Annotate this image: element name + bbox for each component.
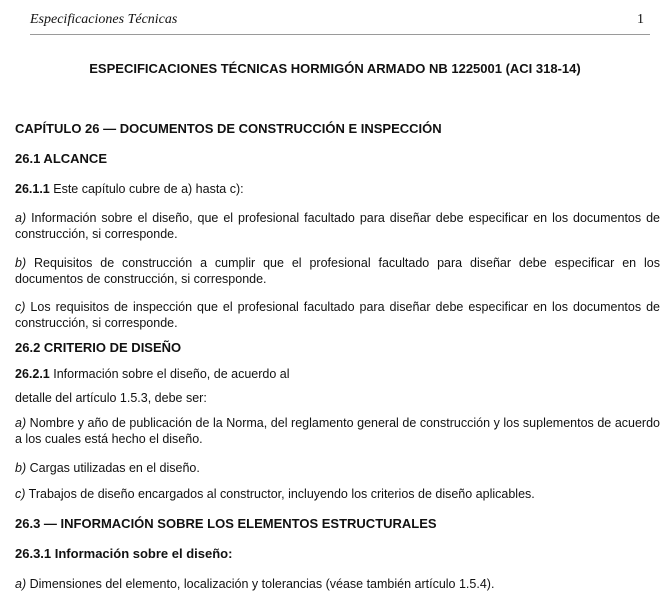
item-letter: b) [15, 256, 27, 270]
item-letter: a) [15, 577, 27, 591]
list-item-26-1-b [15, 255, 660, 287]
list-item-26-2-a [15, 415, 660, 447]
clause-text: Este capítulo cubre de a) hasta c): [49, 182, 244, 196]
list-item-26-3-1-a [15, 576, 660, 592]
paragraph-26-2-1 [15, 366, 660, 382]
list-item-26-1-c [15, 299, 660, 331]
item-letter: c) [15, 300, 26, 314]
item-letter: c) [15, 487, 26, 501]
paragraph-26-1-1 [15, 181, 660, 197]
list-item-26-1-a [15, 210, 660, 242]
document-title: ESPECIFICACIONES TÉCNICAS HORMIGÓN ARMADO NB 1225001 (ACI 318-14) [89, 61, 581, 76]
item-text: Cargas utilizadas en el diseño. [26, 461, 200, 475]
section-heading-26-3: 26.3 — INFORMACIÓN SOBRE LOS ELEMENTOS ESTRUCTURALES [15, 516, 437, 531]
section-heading-26-2: 26.2 CRITERIO DE DISEÑO [15, 340, 182, 355]
list-item-26-2-b [15, 460, 660, 476]
list-item-26-2-c [15, 486, 660, 502]
clause-number: 26.1.1 [15, 182, 50, 196]
item-text: Nombre y año de publicación de la Norma, del reglamento general de construcción y los suplementos de acuerdo a los cuales está hecho el diseño. [15, 416, 660, 446]
item-letter: b) [15, 461, 27, 475]
item-text: Información sobre el diseño, que el profesional facultado para diseñar debe especificar en los documentos de construcción, si corresponde. [15, 211, 660, 241]
section-heading-26-1: 26.1 ALCANCE [15, 151, 107, 166]
clause-text: Información sobre el diseño, de acuerdo al [49, 367, 290, 381]
chapter-heading: CAPÍTULO 26 — DOCUMENTOS DE CONSTRUCCIÓN E INSPECCIÓN [15, 121, 442, 136]
item-letter: a) [15, 416, 27, 430]
item-text: Los requisitos de inspección que el profesional facultado para diseñar debe especificar en los documentos de construcción, si corresponde. [15, 300, 660, 330]
item-text: Dimensiones del elemento, localización y tolerancias (véase también artículo 1.5.4). [26, 577, 495, 591]
header-title: Especificaciones Técnicas [30, 12, 178, 27]
item-text: Requisitos de construcción a cumplir que el profesional facultado para diseñar debe especificar en los documentos de construcción, si corresponde. [15, 256, 660, 286]
clause-number: 26.2.1 [15, 367, 50, 381]
paragraph-26-2-1-continued: detalle del artículo 1.5.3, debe ser: [15, 391, 207, 405]
subsection-heading-26-3-1: 26.3.1 Información sobre el diseño: [15, 546, 233, 561]
item-text: Trabajos de diseño encargados al constructor, incluyendo los criterios de diseño aplicables. [25, 487, 535, 501]
page-number: 1 [637, 12, 644, 27]
item-letter: a) [15, 211, 27, 225]
page-header [30, 8, 650, 35]
